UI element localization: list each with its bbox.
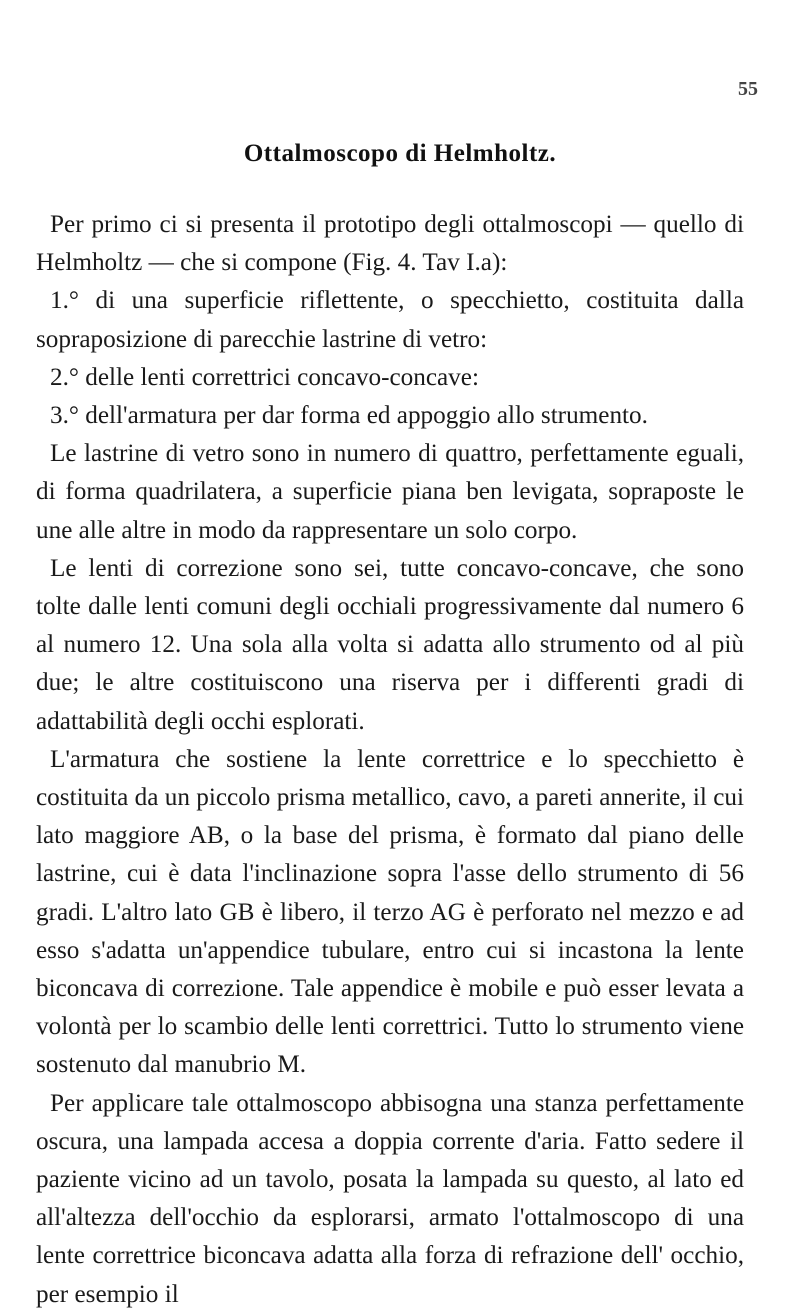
paragraph-armatura: L'armatura che sostiene la lente correttrice e lo specchietto è costituita da un piccolo prisma metallico, cavo, a pareti annerite, il cui lato maggiore AB, o la base del prisma, è formato dal piano delle lastrine, cui è data l'inclinazione sopra l'asse dello strumento di 56 gradi. L'altro lato GB è libero, il terzo AG è perforato nel mezzo e ad esso s'adatta un'appendice tubulare, entro cui si incastona la lente biconcava di correzione. Tale appendice è mobile e può esser levata a volontà per lo scambio delle lenti correttrici. Tutto lo strumento viene sostenuto dal manubrio M. <box>36 745 744 1079</box>
paragraph-intro: Per primo ci si presenta il prototipo degli ottalmoscopi — quello di Helmholtz — che si compone (Fig. 4. Tav I.a): <box>36 211 744 277</box>
section-heading: Ottalmoscopo di Helmholtz. <box>243 140 557 167</box>
paragraph-lastrine: Le lastrine di vetro sono in numero di quattro, perfettamente eguali, di forma quadrilatera, a superficie piana ben levigata, sopraposte le une alle altre in modo da rappresentare un solo corpo. <box>36 440 744 544</box>
paragraph-applicazione: Per applicare tale ottalmoscopo abbisogna una stanza perfettamente oscura, una lampada accesa a doppia corrente d'aria. Fatto sedere il paziente vicino ad un tavolo, posata la lampada su questo, al lato ed all'altezza dell'occhio da esplorarsi, armato l'ottalmoscopo di una lente correttrice biconcava adatta alla forza di refrazione dell' occhio, per esempio il <box>36 1089 744 1308</box>
list-item-3: 3.° dell'armatura per dar forma ed appoggio allo strumento. <box>50 402 648 430</box>
list-item-1: 1.° di una superficie riflettente, o specchietto, costituita dalla sopraposizione di parecchie lastrine di vetro: <box>36 287 744 353</box>
body-text <box>36 206 744 1314</box>
page-number: 55 <box>738 78 758 100</box>
paragraph-lenti: Le lenti di correzione sono sei, tutte concavo-concave, che sono tolte dalle lenti comuni degli occhiali progressivamente dal numero 6 al numero 12. Una sola alla volta si adatta allo strumento od al più due; le altre costituiscono una riserva per i differenti gradi di adattabilità degli occhi esplorati. <box>36 554 744 735</box>
list-item-2: 2.° delle lenti correttrici concavo-concave: <box>50 363 479 391</box>
